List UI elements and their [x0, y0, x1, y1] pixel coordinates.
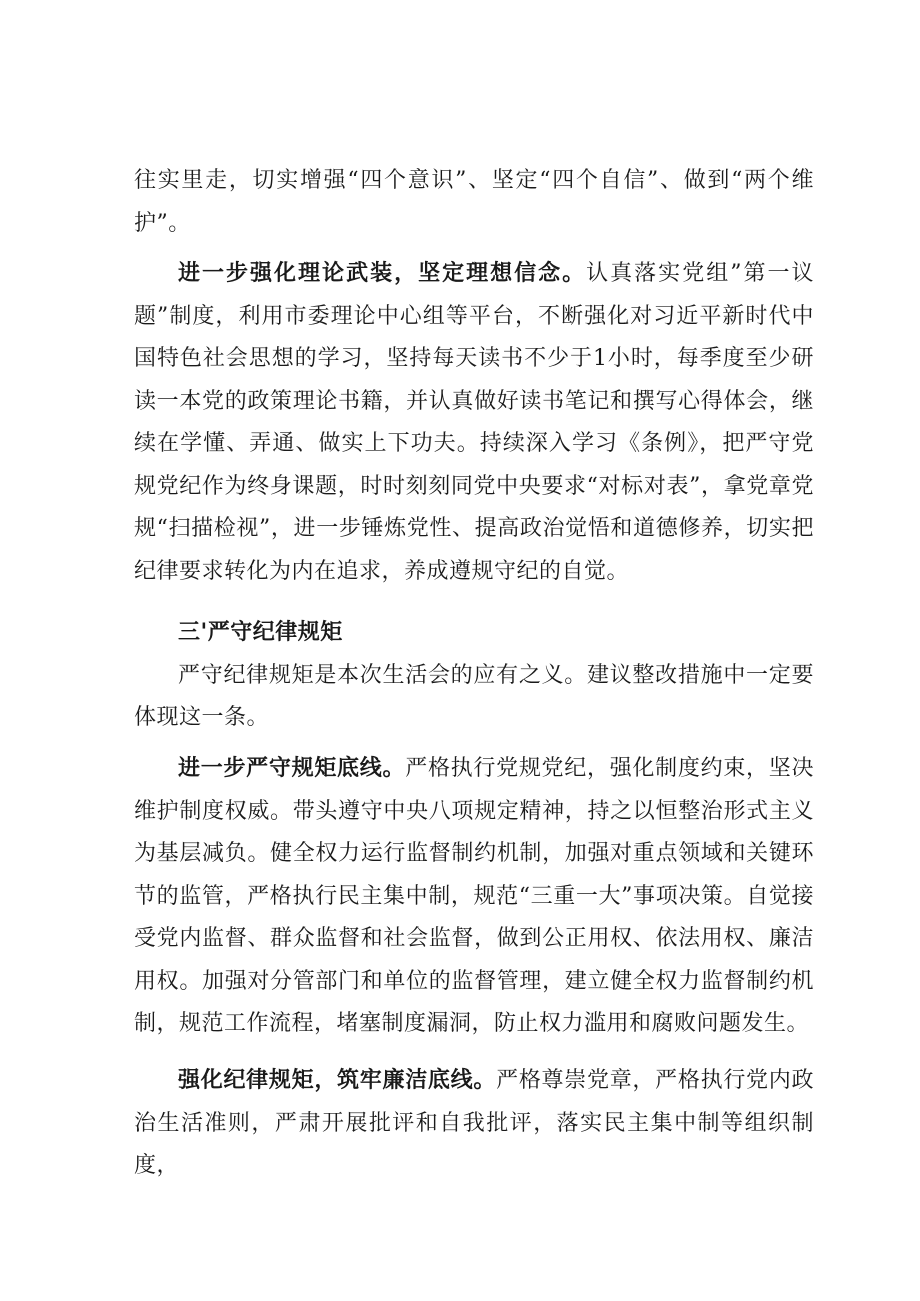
section-heading-3: 三'严守纪律规矩 — [178, 620, 343, 645]
text-block-4 — [134, 748, 814, 1046]
paragraph-rules-bottomline — [134, 748, 814, 1046]
paragraph-rules-lead: 进一步严守规矩底线。 — [178, 756, 406, 781]
text-block-1 — [134, 160, 814, 245]
paragraph-theory-body: 认真落实党组”第一议题”制度，利用市委理论中心组等平台，不断强化对习近平新时代中国特色社会思想的学习，坚持每天读书不少于1小时，每季度至少研读一本党的政策理论书籍，并认真做好读书笔记和撰写心得体会，继续在学懂、弄通、做实上下功夫。持续深入学习《条例》，把严守党规党纪作为终身课题，时时刻刻同党中央要求“对标对表”，拿党章党规“扫描检视”，进一步锤炼党性、提高政治觉悟和道德修养，切实把纪律要求转化为内在追求，养成遵规守纪的自觉。 — [134, 261, 814, 584]
paragraph-theory-lead: 进一步强化理论武装，坚定理想信念。 — [178, 261, 587, 286]
text-block-3 — [134, 612, 814, 740]
paragraph-theory — [134, 253, 814, 593]
text-block-2 — [134, 253, 814, 593]
text-block-5 — [134, 1060, 814, 1188]
paragraph-integrity — [134, 1060, 814, 1188]
paragraph-rules-body: 严格执行党规党纪，强化制度约束，坚决维护制度权威。带头遵守中央八项规定精神，持之以恒整治形式主义为基层减负。健全权力运行监督制约机制，加强对重点领域和关键环节的监管，严格执行民主集中制，规范“三重一大”事项决策。自觉接受党内监督、群众监督和社会监督，做到公正用权、依法用权、廉洁用权。加强对分管部门和单位的监督管理，建立健全权力监督制约机制，规范工作流程，堵塞制度漏洞，防止权力滥用和腐败问题发生。 — [134, 756, 814, 1036]
paragraph-integrity-body: 严格尊崇党章，严格执行党内政治生活准则，严肃开展批评和自我批评，落实民主集中制等组织制度， — [134, 1068, 814, 1178]
paragraph-continuation: 往实里走，切实增强“四个意识”、坚定“四个自信”、做到“两个维护”。 — [134, 168, 814, 236]
paragraph-integrity-lead: 强化纪律规矩，筑牢廉洁底线。 — [178, 1068, 497, 1093]
paragraph-discipline-intro: 严守纪律规矩是本次生活会的应有之义。建议整改措施中一定要体现这一条。 — [134, 662, 814, 730]
